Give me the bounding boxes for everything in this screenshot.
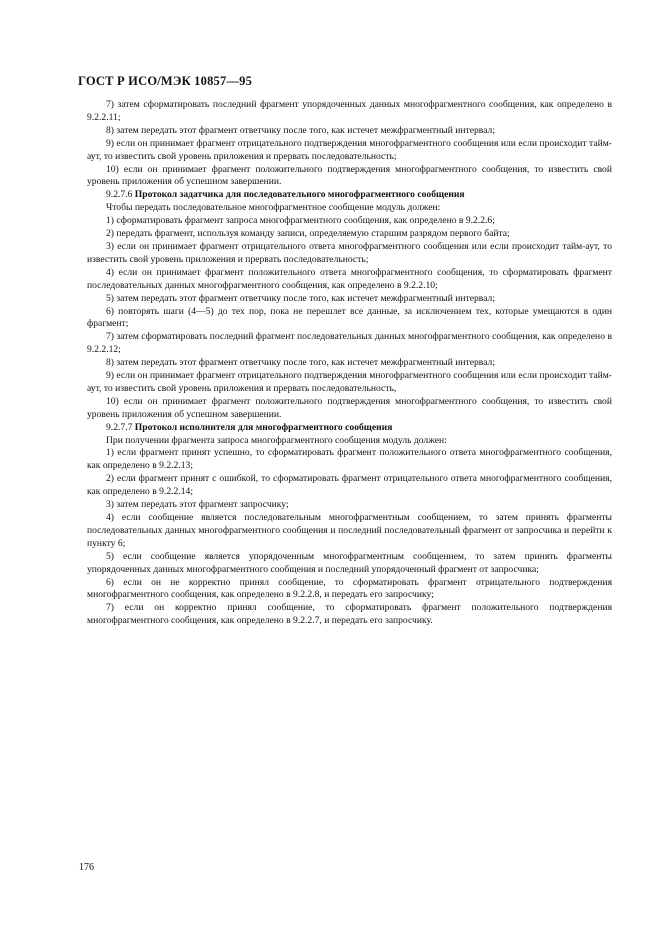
paragraph: 7) затем сформатировать последний фрагмент последовательных данных многофрагментного сообщения, как определено в 9.2.2.12; <box>87 331 612 356</box>
paragraph: 10) если он принимает фрагмент положительного подтверждения многофрагментного сообщения, то известить свой уровень приложения об успешном завершении. <box>87 163 612 188</box>
paragraph: 4) если он принимает фрагмент положительного ответа многофрагментного сообщения, то сформатировать фрагмент последовательных данных многофрагментного сообщения, как определено в 9.2.2.10; <box>87 266 612 291</box>
page-number: 176 <box>79 862 94 873</box>
paragraph: 10) если он принимает фрагмент положительного подтверждения многофрагментного сообщения, то известить свой уровень приложения об успешном завершении. <box>87 395 612 420</box>
paragraph: 4) если сообщение является последовательным многофрагментным сообщением, то затем принять фрагменты последовательных данных многофрагментного сообщения и последний последовательный фрагмент от запросчика и перейти к пункту 6; <box>87 512 612 549</box>
paragraph: 8) затем передать этот фрагмент ответчику после того, как истечет межфрагментный интервал; <box>106 357 495 369</box>
paragraph: 3) если он принимает фрагмент отрицательного ответа многофрагментного сообщения или если происходит тайм-аут, то известить свой уровень приложения и прервать последовательность; <box>87 240 612 265</box>
paragraph: 2) если фрагмент принят с ошибкой, то сформатировать фрагмент отрицательного ответа многофрагментного сообщения, как определено в 9.2.2.14; <box>87 473 612 498</box>
section-title: Протокол задатчика для последовательного многофрагментного сообщения <box>134 189 465 201</box>
section-title: Протокол исполнителя для многофрагментного сообщения <box>134 421 393 433</box>
section-number: 9.2.7.6 <box>106 189 133 201</box>
paragraph: При получении фрагмента запроса многофрагментного сообщения модуль должен: <box>106 434 447 446</box>
paragraph: 6) повторять шаги (4—5) до тех пор, пока не перешлет все данные, за исключением тех, которые умещаются в один фрагмент; <box>87 305 612 330</box>
paragraph: 1) если фрагмент принят успешно, то сформатировать фрагмент положительного ответа многофрагментного сообщения, как определено в 9.2.2.13; <box>87 447 612 472</box>
paragraph: 9) если он принимает фрагмент отрицательного подтверждения многофрагментного сообщения или если происходит тайм-аут, то известить свой уровень приложения и прервать последовательность, <box>87 370 612 394</box>
paragraph: 1) сформатировать фрагмент запроса многофрагментного сообщения, как определено в 9.2.2.6; <box>106 215 495 227</box>
paragraph: 2) передать фрагмент, используя команду записи, определяемую старшим разрядом первого байта; <box>106 228 510 240</box>
paragraph: 7) затем сформатировать последний фрагмент упорядоченных данных многофрагментного сообщения, как определено в 9.2.2.11; <box>87 99 612 123</box>
paragraph: 9) если он принимает фрагмент отрицательного подтверждения многофрагментного сообщения или если происходит тайм-аут, то известить свой уровень приложения и прервать последовательность; <box>87 137 612 162</box>
paragraph: Чтобы передать последовательное многофрагментное сообщение модуль должен: <box>106 202 441 214</box>
section-number: 9.2.7.7 <box>106 421 133 433</box>
paragraph: 8) затем передать этот фрагмент ответчику после того, как истечет межфрагментный интервал; <box>106 124 495 136</box>
section-heading-9-2-7-7 <box>87 422 612 435</box>
paragraph: 3) затем передать этот фрагмент запросчику; <box>106 499 289 511</box>
paragraph: 6) если он не корректно принял сообщение, то сформатировать фрагмент отрицательного подтверждения многофрагментного сообщения, как определено в 9.2.2.8, и передать его запросчику; <box>87 576 612 601</box>
document-header: ГОСТ Р ИСО/МЭК 10857—95 <box>78 74 253 88</box>
paragraph: 5) затем передать этот фрагмент ответчику после того, как истечет межфрагментный интервал; <box>106 292 495 304</box>
paragraph: 7) если он корректно принял сообщение, то сформатировать фрагмент положительного подтверждения многофрагментного сообщения, как определено в 9.2.2.7, и передать его запросчику. <box>87 602 612 627</box>
document-body <box>87 99 612 628</box>
section-heading-9-2-7-6 <box>87 189 612 202</box>
paragraph: 5) если сообщение является упорядоченным многофрагментным сообщением, то затем принять фрагменты упорядоченных данных многофрагментного сообщения и последний упорядоченный фрагмент от запросчика; <box>87 550 612 575</box>
